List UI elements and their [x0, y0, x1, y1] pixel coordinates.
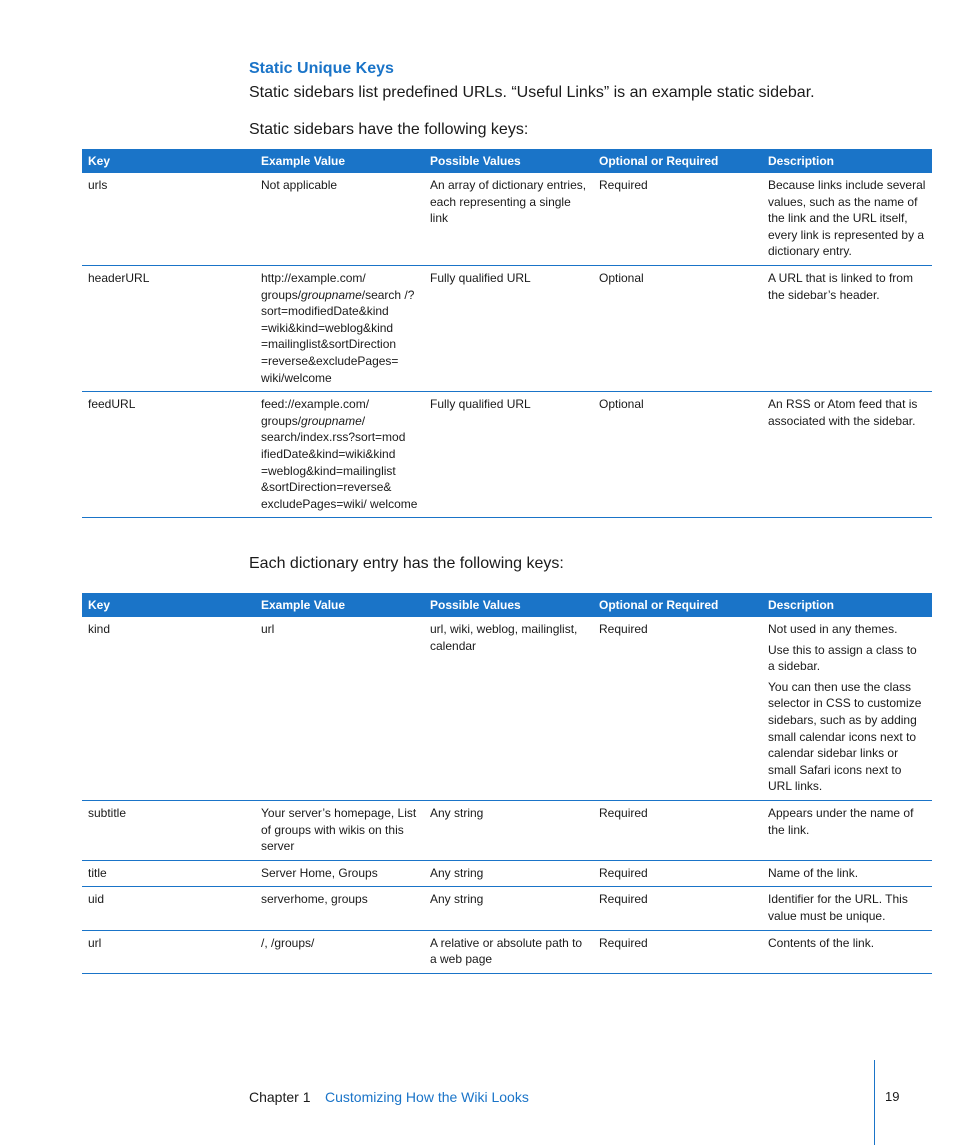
description-text: Contents of the link.	[768, 935, 875, 950]
table1-lead: Static sidebars have the following keys:	[249, 121, 529, 138]
table-row	[82, 173, 932, 265]
cell-required: Required	[593, 800, 762, 860]
cell-possible: Any string	[424, 887, 593, 930]
description-text: Name of the link.	[768, 865, 859, 880]
cell-required: Required	[593, 173, 762, 265]
cell-example: Not applicable	[255, 173, 424, 265]
section-heading: Static Unique Keys	[249, 60, 394, 77]
cell-key: feedURL	[82, 392, 255, 518]
table-row	[82, 617, 932, 800]
table-header-row	[82, 593, 932, 617]
cell-key: subtitle	[82, 800, 255, 860]
cell-required: Optional	[593, 265, 762, 391]
cell-required: Required	[593, 887, 762, 930]
cell-key: urls	[82, 173, 255, 265]
footer-chapter-title-link[interactable]: Customizing How the Wiki Looks	[325, 1089, 529, 1105]
cell-key: headerURL	[82, 265, 255, 391]
cell-key: uid	[82, 887, 255, 930]
example-url-placeholder: groupname	[301, 287, 362, 302]
cell-key: title	[82, 860, 255, 887]
cell-possible: A relative or absolute path to a web page	[424, 930, 593, 973]
table-row	[82, 887, 932, 930]
header-possible-values: Possible Values	[424, 149, 593, 173]
cell-required: Optional	[593, 392, 762, 518]
cell-required: Required	[593, 930, 762, 973]
example-url-part: http://example.com/ groups/	[261, 270, 366, 302]
cell-possible: Any string	[424, 860, 593, 887]
cell-possible: Fully qualified URL	[424, 392, 593, 518]
cell-description	[762, 392, 932, 518]
cell-description	[762, 617, 932, 800]
table-row	[82, 860, 932, 887]
header-example-value: Example Value	[255, 593, 424, 617]
table2-lead: Each dictionary entry has the following keys:	[249, 555, 564, 572]
cell-description	[762, 860, 932, 887]
example-url-part: /search /?sort=modifiedDate&kind =wiki&kind=weblog&kind =mailinglist&sortDirection =reverse&excludePages= wiki/welcome	[261, 287, 415, 385]
header-description: Description	[762, 149, 932, 173]
header-key: Key	[82, 149, 255, 173]
static-sidebar-keys-table	[82, 149, 932, 518]
example-url-part: feed://example.com/ groups/	[261, 397, 370, 428]
page-number: 19	[885, 1089, 900, 1104]
cell-example: /, /groups/	[255, 930, 424, 973]
cell-example	[255, 392, 424, 518]
cell-example: url	[255, 617, 424, 800]
example-url-placeholder: groupname	[301, 413, 362, 428]
cell-required: Required	[593, 617, 762, 800]
header-key: Key	[82, 593, 255, 617]
description-text: Because links include several values, such as the name of the link and the URL itself, every link is represented by a dictionary entry.	[768, 178, 926, 259]
cell-example	[255, 265, 424, 391]
description-text: A URL that is linked to from the sidebar’s header.	[768, 270, 913, 302]
description-text: Identifier for the URL. This value must be unique.	[768, 892, 908, 923]
cell-required: Required	[593, 860, 762, 887]
dictionary-entry-keys-table	[82, 593, 932, 974]
table-row	[82, 930, 932, 973]
cell-key: kind	[82, 617, 255, 800]
cell-example: Your server’s homepage, List of groups with wikis on this server	[255, 800, 424, 860]
cell-example: serverhome, groups	[255, 887, 424, 930]
header-example-value: Example Value	[255, 149, 424, 173]
cell-possible: Fully qualified URL	[424, 265, 593, 391]
cell-description	[762, 800, 932, 860]
cell-description	[762, 887, 932, 930]
header-optional-or-required: Optional or Required	[593, 593, 762, 617]
table-header-row	[82, 149, 932, 173]
example-url-part: / search/index.rss?sort=mod ifiedDate&kind=wiki&kind =weblog&kind=mailinglist &sortDirection=reverse& excludePages=wiki/ welcome	[261, 413, 418, 511]
header-optional-or-required: Optional or Required	[593, 149, 762, 173]
cell-description	[762, 173, 932, 265]
table-row	[82, 265, 932, 391]
intro-paragraph: Static sidebars list predefined URLs. “Useful Links” is an example static sidebar.	[249, 84, 815, 101]
header-description: Description	[762, 593, 932, 617]
header-possible-values: Possible Values	[424, 593, 593, 617]
description-text: You can then use the class selector in CSS to customize sidebars, such as by adding small calendar icons next to calendar sidebar links or small Safari icons next to URL links.	[768, 679, 922, 794]
cell-possible: url, wiki, weblog, mailinglist, calendar	[424, 617, 593, 800]
description-text: Appears under the name of the link.	[768, 805, 914, 837]
footer-divider	[874, 1060, 875, 1145]
cell-example: Server Home, Groups	[255, 860, 424, 887]
cell-possible: Any string	[424, 800, 593, 860]
table-row	[82, 800, 932, 860]
description-text: Not used in any themes.	[768, 622, 898, 636]
description-text: Use this to assign a class to a sidebar.	[768, 642, 917, 674]
cell-possible: An array of dictionary entries, each representing a single link	[424, 173, 593, 265]
footer-chapter-label: Chapter 1	[249, 1089, 311, 1105]
description-text: An RSS or Atom feed that is associated with the sidebar.	[768, 397, 918, 428]
cell-key: url	[82, 930, 255, 973]
table-row	[82, 392, 932, 518]
cell-description	[762, 265, 932, 391]
cell-description	[762, 930, 932, 973]
